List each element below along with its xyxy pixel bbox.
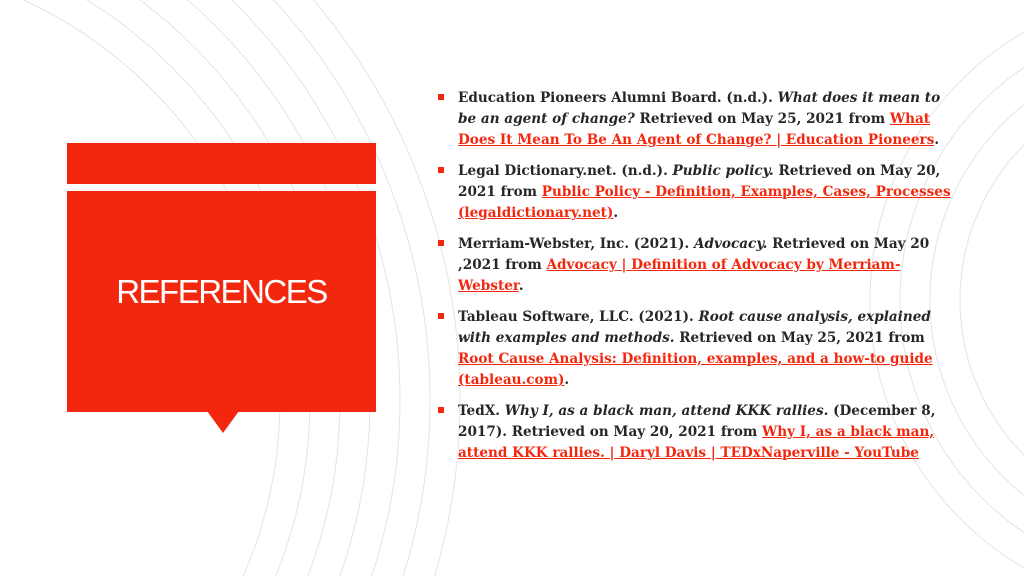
square-bullet-icon: [438, 407, 444, 413]
reference-link[interactable]: Public Policy - Definition, Examples, Cases, Processes (legaldictionary.net): [458, 184, 951, 221]
square-bullet-icon: [438, 94, 444, 100]
reference-author-date: Legal Dictionary.net. (n.d.).: [458, 163, 673, 179]
slide-title: REFERENCES: [116, 273, 327, 310]
reference-author-date: Tableau Software, LLC. (2021).: [458, 309, 699, 325]
reference-title: Public policy.: [672, 163, 774, 179]
reference-retrieved: Retrieved on May 25, 2021 from: [674, 330, 925, 346]
reference-retrieved: (December 8, 2017). Retrieved on May 20, 2021 from: [458, 403, 936, 440]
reference-end: .: [613, 205, 619, 221]
reference-title: What does it mean to be an agent of change?: [458, 90, 941, 127]
reference-link[interactable]: What Does It Mean To Be An Agent of Change? | Education Pioneers: [458, 111, 935, 148]
reference-item: [438, 307, 958, 391]
reference-item: [438, 234, 958, 297]
reference-retrieved: Retrieved on May 20, 2021 from: [458, 163, 941, 200]
reference-list: [438, 88, 958, 474]
title-panel-pointer: [207, 411, 239, 433]
reference-author-date: Merriam-Webster, Inc. (2021).: [458, 236, 694, 252]
reference-title: Root cause analysis, explained with examples and methods.: [458, 309, 931, 346]
reference-item: [438, 401, 958, 464]
reference-retrieved: Retrieved on May 20 ,2021 from: [458, 236, 930, 273]
reference-author-date: TedX.: [458, 403, 505, 419]
reference-title: Why I, as a black man, attend KKK rallies.: [504, 403, 829, 419]
square-bullet-icon: [438, 240, 444, 246]
reference-end: .: [518, 278, 524, 294]
reference-link[interactable]: Why I, as a black man, attend KKK rallies. | Daryl Davis | TEDxNaperville - YouTube: [458, 424, 935, 461]
reference-author-date: Education Pioneers Alumni Board. (n.d.).: [458, 90, 778, 106]
reference-item: [438, 88, 958, 151]
square-bullet-icon: [438, 313, 444, 319]
reference-title: Advocacy.: [693, 236, 768, 252]
reference-link[interactable]: Root Cause Analysis: Definition, examples, and a how-to guide (tableau.com): [458, 351, 933, 388]
reference-retrieved: Retrieved on May 25, 2021 from: [634, 111, 890, 127]
square-bullet-icon: [438, 167, 444, 173]
reference-link[interactable]: Advocacy | Definition of Advocacy by Merriam-Webster: [458, 257, 901, 294]
accent-bar: [67, 143, 376, 184]
reference-end: .: [564, 372, 570, 388]
reference-end: .: [934, 132, 940, 148]
reference-item: [438, 161, 958, 224]
